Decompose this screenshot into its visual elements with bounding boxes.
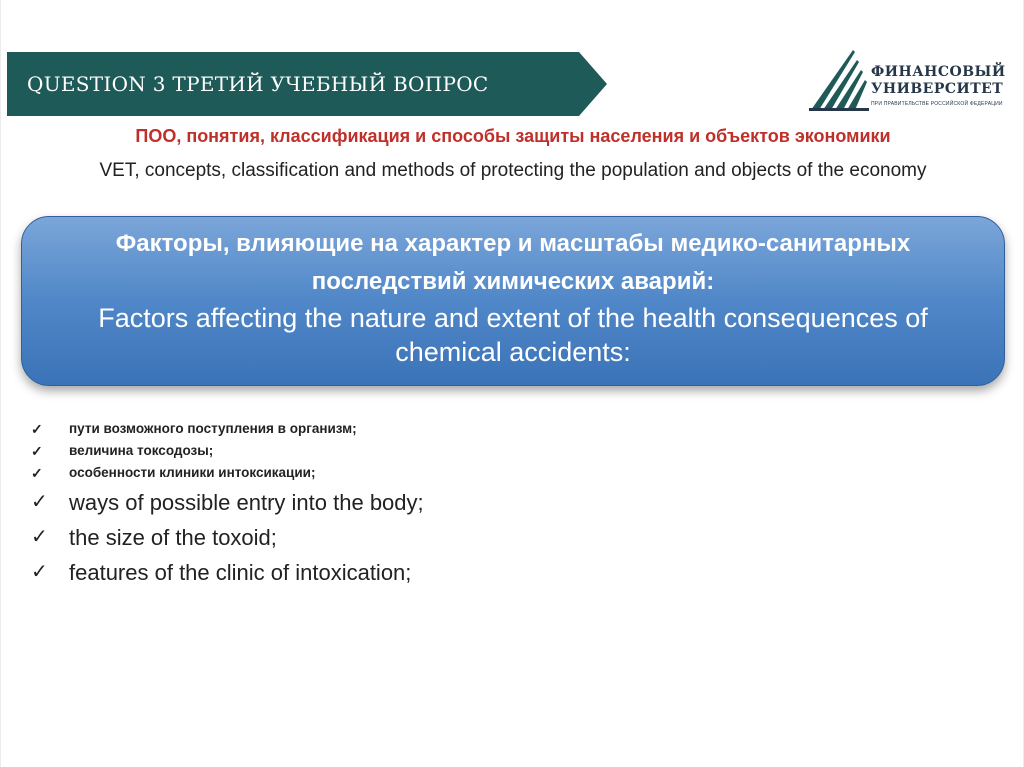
university-logo-icon — [809, 46, 871, 112]
logo-text-line2: УНИВЕРСИТЕТ — [871, 81, 1004, 97]
factor-list-english — [31, 485, 424, 590]
list-item — [31, 555, 424, 590]
list-item-text: величина токсодозы; — [69, 443, 214, 458]
list-item — [31, 520, 424, 555]
factors-heading-english: Factors affecting the nature and extent of the health consequences of chemical accidents: — [98, 303, 928, 367]
page-title: QUESTION 3 ТРЕТИЙ УЧЕБНЫЙ ВОПРОС — [27, 72, 489, 96]
list-item — [31, 440, 357, 462]
list-item-text: ways of possible entry into the body; — [69, 490, 424, 515]
list-item — [31, 485, 424, 520]
university-logo — [809, 46, 1009, 112]
checkmark-icon: ✓ — [31, 421, 43, 437]
list-item-text: пути возможного поступления в организм; — [69, 421, 357, 436]
list-item — [31, 462, 357, 484]
factors-heading-box — [21, 216, 1005, 386]
title-banner — [7, 52, 607, 116]
list-item-text: the size of the toxoid; — [69, 525, 277, 550]
checkmark-icon: ✓ — [31, 491, 48, 513]
subtitle-english: VET, concepts, classification and methods of protecting the population and objects of the economy — [99, 160, 927, 181]
checkmark-icon: ✓ — [31, 465, 43, 481]
list-item-text: особенности клиники интоксикации; — [69, 465, 316, 480]
factors-heading-russian: Факторы, влияющие на характер и масштабы медико-санитарных последствий химических аварий: — [115, 230, 911, 295]
checkmark-icon: ✓ — [31, 561, 48, 583]
logo-text-line3: ПРИ ПРАВИТЕЛЬСТВЕ РОССИЙСКОЙ ФЕДЕРАЦИИ — [871, 101, 1003, 107]
factor-list-russian — [31, 418, 357, 484]
list-item — [31, 418, 357, 440]
subtitle-russian: ПОО, понятия, классификация и способы защиты населения и объектов экономики — [135, 126, 891, 146]
list-item-text: features of the clinic of intoxication; — [69, 560, 412, 585]
logo-text-line1: ФИНАНСОВЫЙ — [871, 64, 1006, 80]
checkmark-icon: ✓ — [31, 443, 43, 459]
checkmark-icon: ✓ — [31, 526, 48, 548]
